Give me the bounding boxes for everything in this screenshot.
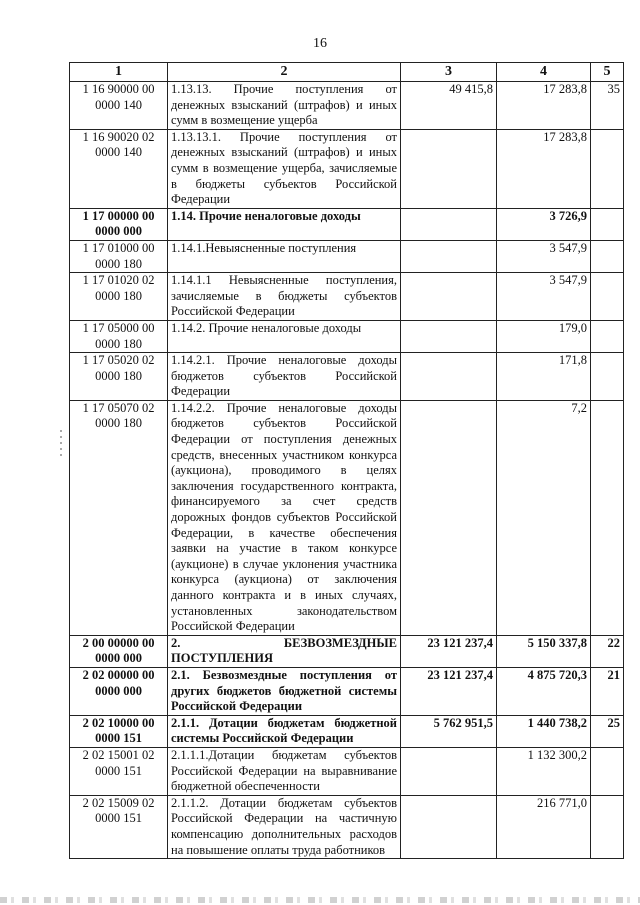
table-row [70, 208, 624, 240]
percent-cell: 21 [591, 667, 624, 715]
actual-amount-cell: 216 771,0 [497, 795, 591, 858]
kbk-code-cell: 2 00 00000 00 0000 000 [70, 635, 168, 667]
table-row [70, 400, 624, 635]
plan-amount-cell: 49 415,8 [401, 82, 497, 130]
actual-amount-cell: 3 547,9 [497, 240, 591, 272]
plan-amount-cell: 23 121 237,4 [401, 667, 497, 715]
percent-cell: 35 [591, 82, 624, 130]
revenue-name-cell: 2.1.1. Дотации бюджетам бюджетной системы Российской Федерации [168, 715, 401, 747]
revenue-name-cell: 2.1. Безвозмездные поступления от других бюджетов бюджетной системы Российской Федерации [168, 667, 401, 715]
kbk-code-cell: 1 17 05020 02 0000 180 [70, 353, 168, 401]
plan-amount-cell [401, 320, 497, 352]
plan-amount-cell [401, 353, 497, 401]
revenue-name-cell: 1.14.1.1 Невыясненные поступления, зачисляемые в бюджеты субъектов Российской Федерации [168, 273, 401, 321]
percent-cell [591, 320, 624, 352]
revenue-name-cell: 1.14.2.2. Прочие неналоговые доходы бюджетов субъектов Российской Федерации от поступления денежных средств, внесенных участником конкурса (аукциона), проводимого в целях заключения государственного контракта, финансируемого за счет средств дорожных фондов субъектов Российской Федерации, в качестве обеспечения заявки на участие в таком конкурсе (аукционе) в случае уклонения участника конкурса (аукциона) от заключения данного контракта и в иных случаях, установленных законодательством Российской Федерации [168, 400, 401, 635]
table-row [70, 240, 624, 272]
plan-amount-cell [401, 747, 497, 795]
percent-cell [591, 208, 624, 240]
revenue-name-cell: 2. БЕЗВОЗМЕЗДНЫЕ ПОСТУПЛЕНИЯ [168, 635, 401, 667]
percent-cell [591, 273, 624, 321]
revenue-name-cell: 1.14.2. Прочие неналоговые доходы [168, 320, 401, 352]
percent-cell [591, 129, 624, 208]
percent-cell [591, 747, 624, 795]
budget-revenue-table [69, 62, 624, 859]
revenue-name-cell: 2.1.1.2. Дотации бюджетам субъектов Российской Федерации на частичную компенсацию дополнительных расходов на повышение оплаты труда работников [168, 795, 401, 858]
percent-cell [591, 353, 624, 401]
percent-cell: 25 [591, 715, 624, 747]
revenue-name-cell: 2.1.1.1.Дотации бюджетам субъектов Российской Федерации на выравнивание бюджетной обеспеченности [168, 747, 401, 795]
actual-amount-cell: 4 875 720,3 [497, 667, 591, 715]
percent-cell [591, 400, 624, 635]
actual-amount-cell: 179,0 [497, 320, 591, 352]
kbk-code-cell: 2 02 10000 00 0000 151 [70, 715, 168, 747]
plan-amount-cell [401, 273, 497, 321]
table-row [70, 353, 624, 401]
plan-amount-cell [401, 129, 497, 208]
table-row [70, 273, 624, 321]
table-row [70, 635, 624, 667]
actual-amount-cell: 5 150 337,8 [497, 635, 591, 667]
kbk-code-cell: 2 02 15009 02 0000 151 [70, 795, 168, 858]
kbk-code-cell: 1 16 90000 00 0000 140 [70, 82, 168, 130]
plan-amount-cell: 5 762 951,5 [401, 715, 497, 747]
table-header-row [70, 63, 624, 82]
page-number: 16 [313, 36, 327, 51]
kbk-code-cell: 1 17 01000 00 0000 180 [70, 240, 168, 272]
revenue-name-cell: 1.13.13. Прочие поступления от денежных взысканий (штрафов) и иных сумм в возмещение ущерба [168, 82, 401, 130]
percent-cell [591, 240, 624, 272]
plan-amount-cell [401, 240, 497, 272]
percent-cell: 22 [591, 635, 624, 667]
table-body [70, 82, 624, 859]
actual-amount-cell: 17 283,8 [497, 129, 591, 208]
revenue-name-cell: 1.14.2.1. Прочие неналоговые доходы бюджетов субъектов Российской Федерации [168, 353, 401, 401]
header-col-2: 2 [168, 63, 401, 82]
header-col-1: 1 [70, 63, 168, 82]
actual-amount-cell: 171,8 [497, 353, 591, 401]
revenue-name-cell: 1.14. Прочие неналоговые доходы [168, 208, 401, 240]
scan-margin-mark [60, 430, 62, 460]
kbk-code-cell: 1 17 00000 00 0000 000 [70, 208, 168, 240]
actual-amount-cell: 7,2 [497, 400, 591, 635]
kbk-code-cell: 2 02 00000 00 0000 000 [70, 667, 168, 715]
percent-cell [591, 795, 624, 858]
kbk-code-cell: 1 17 01020 02 0000 180 [70, 273, 168, 321]
table-row [70, 747, 624, 795]
actual-amount-cell: 17 283,8 [497, 82, 591, 130]
actual-amount-cell: 3 547,9 [497, 273, 591, 321]
kbk-code-cell: 2 02 15001 02 0000 151 [70, 747, 168, 795]
table-row [70, 320, 624, 352]
table-row [70, 82, 624, 130]
scan-edge-marks [0, 897, 640, 903]
revenue-name-cell: 1.14.1.Невыясненные поступления [168, 240, 401, 272]
kbk-code-cell: 1 17 05000 00 0000 180 [70, 320, 168, 352]
revenue-name-cell: 1.13.13.1. Прочие поступления от денежных взысканий (штрафов) и иных сумм в возмещение ущерба, зачисляемые в бюджеты субъектов Российской Федерации [168, 129, 401, 208]
plan-amount-cell [401, 208, 497, 240]
actual-amount-cell: 3 726,9 [497, 208, 591, 240]
plan-amount-cell [401, 400, 497, 635]
actual-amount-cell: 1 132 300,2 [497, 747, 591, 795]
table-row [70, 795, 624, 858]
header-col-4: 4 [497, 63, 591, 82]
table-row [70, 667, 624, 715]
table-row [70, 715, 624, 747]
plan-amount-cell: 23 121 237,4 [401, 635, 497, 667]
kbk-code-cell: 1 17 05070 02 0000 180 [70, 400, 168, 635]
kbk-code-cell: 1 16 90020 02 0000 140 [70, 129, 168, 208]
header-col-3: 3 [401, 63, 497, 82]
actual-amount-cell: 1 440 738,2 [497, 715, 591, 747]
plan-amount-cell [401, 795, 497, 858]
table-row [70, 129, 624, 208]
header-col-5: 5 [591, 63, 624, 82]
